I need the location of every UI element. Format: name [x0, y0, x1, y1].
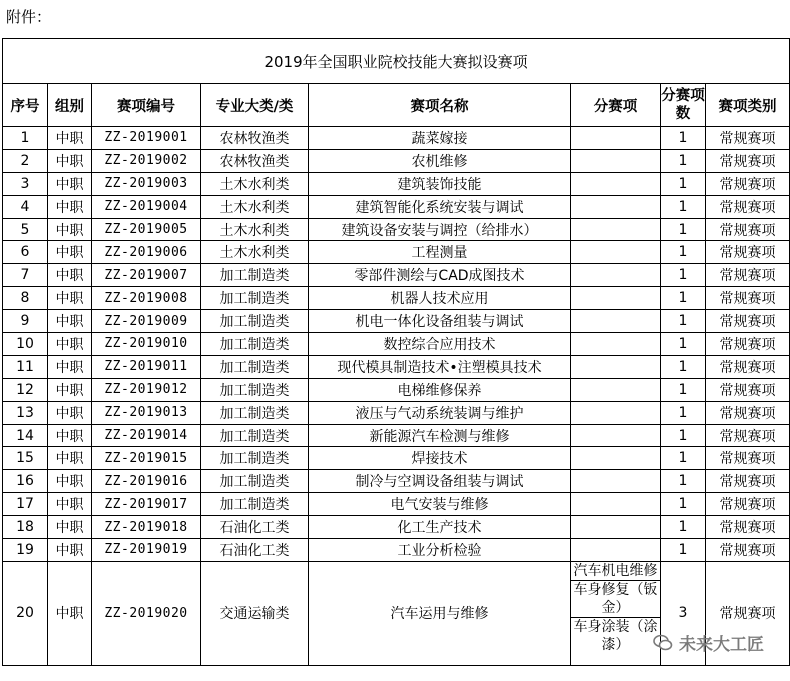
- competition-table: [2, 38, 790, 666]
- cell-category: 加工制造类: [201, 310, 309, 333]
- cell-sub: [571, 401, 661, 424]
- cell-category: 加工制造类: [201, 287, 309, 310]
- cell-name: 新能源汽车检测与维修: [309, 424, 571, 447]
- cell-name: 电梯维修保养: [309, 378, 571, 401]
- cell-count: 1: [661, 378, 706, 401]
- sub-item: 车身涂装（涂漆）: [573, 618, 658, 653]
- watermark: [653, 630, 764, 655]
- table-row: [3, 218, 790, 241]
- cell-group: 中职: [48, 516, 92, 539]
- table-row: [3, 172, 790, 195]
- cell-count: 1: [661, 287, 706, 310]
- cell-name: 机电一体化设备组装与调试: [309, 310, 571, 333]
- sub-item: 汽车机电维修: [571, 562, 660, 581]
- cell-type: 常规赛项: [706, 401, 790, 424]
- cell-name: 建筑智能化系统安装与调试: [309, 195, 571, 218]
- cell-sub: [571, 264, 661, 287]
- cell-count: 1: [661, 241, 706, 264]
- cell-code: ZZ-2019008: [92, 287, 201, 310]
- cell-no: 8: [3, 287, 48, 310]
- cell-type: 常规赛项: [706, 333, 790, 356]
- table-row: [3, 310, 790, 333]
- cell-code: ZZ-2019007: [92, 264, 201, 287]
- cell-category: 土木水利类: [201, 195, 309, 218]
- cell-type: 常规赛项: [706, 470, 790, 493]
- cell-count: 1: [661, 447, 706, 470]
- cell-code: ZZ-2019006: [92, 241, 201, 264]
- cell-no: 9: [3, 310, 48, 333]
- cell-code: ZZ-2019013: [92, 401, 201, 424]
- table-row: [3, 287, 790, 310]
- cell-sub: [571, 424, 661, 447]
- table-row: [3, 470, 790, 493]
- header-code: 赛项编号: [92, 84, 201, 127]
- cell-sub: [571, 195, 661, 218]
- cell-no: 20: [3, 561, 48, 665]
- cell-group: 中职: [48, 195, 92, 218]
- cell-name: 建筑设备安装与调控（给排水）: [309, 218, 571, 241]
- cell-count: 1: [661, 218, 706, 241]
- cell-category: 加工制造类: [201, 333, 309, 356]
- cell-group: 中职: [48, 561, 92, 665]
- cell-category: 土木水利类: [201, 218, 309, 241]
- cell-no: 16: [3, 470, 48, 493]
- cell-category: 加工制造类: [201, 470, 309, 493]
- cell-code: ZZ-2019003: [92, 172, 201, 195]
- cell-name: 制冷与空调设备组装与调试: [309, 470, 571, 493]
- cell-code: ZZ-2019010: [92, 333, 201, 356]
- cell-type: 常规赛项: [706, 493, 790, 516]
- watermark-text: 未来大工匠: [679, 635, 764, 655]
- cell-name: 液压与气动系统装调与维护: [309, 401, 571, 424]
- cell-group: 中职: [48, 172, 92, 195]
- cell-sub: [571, 172, 661, 195]
- header-row: [3, 84, 790, 127]
- table-row: [3, 493, 790, 516]
- cell-no: 13: [3, 401, 48, 424]
- cell-type: 常规赛项: [706, 287, 790, 310]
- header-count: 分赛项数: [661, 84, 706, 127]
- cell-group: 中职: [48, 264, 92, 287]
- cell-sub: [571, 333, 661, 356]
- cell-code: ZZ-2019005: [92, 218, 201, 241]
- cell-code: ZZ-2019016: [92, 470, 201, 493]
- header-group: 组别: [48, 84, 92, 127]
- cell-count: 1: [661, 493, 706, 516]
- cell-category: 加工制造类: [201, 355, 309, 378]
- table-row: [3, 401, 790, 424]
- cell-category: 交通运输类: [201, 561, 309, 665]
- cell-no: 14: [3, 424, 48, 447]
- cell-name: 焊接技术: [309, 447, 571, 470]
- cell-no: 2: [3, 149, 48, 172]
- cell-code: ZZ-2019009: [92, 310, 201, 333]
- cell-no: 18: [3, 516, 48, 539]
- wechat-icon: [653, 633, 673, 653]
- cell-name: 工业分析检验: [309, 539, 571, 562]
- cell-name: 工程测量: [309, 241, 571, 264]
- cell-group: 中职: [48, 447, 92, 470]
- cell-sub: [571, 516, 661, 539]
- cell-type: 常规赛项: [706, 355, 790, 378]
- cell-type: 常规赛项: [706, 172, 790, 195]
- cell-category: 农林牧渔类: [201, 149, 309, 172]
- cell-group: 中职: [48, 241, 92, 264]
- cell-sub: [571, 378, 661, 401]
- cell-sub-list: [571, 561, 661, 665]
- cell-code: ZZ-2019019: [92, 539, 201, 562]
- sub-item: 车身修复（钣金）: [571, 581, 660, 618]
- cell-count: 1: [661, 355, 706, 378]
- cell-group: 中职: [48, 149, 92, 172]
- cell-count: 1: [661, 516, 706, 539]
- cell-code: ZZ-2019012: [92, 378, 201, 401]
- cell-category: 土木水利类: [201, 172, 309, 195]
- cell-sub: [571, 241, 661, 264]
- cell-count: 1: [661, 172, 706, 195]
- cell-count: 1: [661, 310, 706, 333]
- cell-count: 1: [661, 127, 706, 150]
- table-row: [3, 378, 790, 401]
- table-row: [3, 241, 790, 264]
- cell-count: 1: [661, 264, 706, 287]
- cell-count: 1: [661, 470, 706, 493]
- table-row: [3, 333, 790, 356]
- cell-code: ZZ-2019015: [92, 447, 201, 470]
- cell-count: 3: [661, 561, 706, 665]
- cell-type: 常规赛项: [706, 264, 790, 287]
- cell-group: 中职: [48, 401, 92, 424]
- table-row: [3, 447, 790, 470]
- cell-count: 1: [661, 424, 706, 447]
- cell-no: 1: [3, 127, 48, 150]
- cell-count: 1: [661, 195, 706, 218]
- cell-code: ZZ-2019004: [92, 195, 201, 218]
- cell-no: 12: [3, 378, 48, 401]
- cell-no: 4: [3, 195, 48, 218]
- table-row: [3, 264, 790, 287]
- cell-code: ZZ-2019001: [92, 127, 201, 150]
- cell-sub: [571, 447, 661, 470]
- cell-count: 1: [661, 539, 706, 562]
- header-sub: 分赛项: [571, 84, 661, 127]
- cell-name: 农机维修: [309, 149, 571, 172]
- cell-no: 19: [3, 539, 48, 562]
- cell-type: 常规赛项: [706, 378, 790, 401]
- cell-type: 常规赛项: [706, 561, 790, 665]
- cell-category: 石油化工类: [201, 539, 309, 562]
- cell-group: 中职: [48, 310, 92, 333]
- table-row: [3, 149, 790, 172]
- cell-sub: [571, 470, 661, 493]
- cell-code: ZZ-2019018: [92, 516, 201, 539]
- cell-no: 5: [3, 218, 48, 241]
- cell-name: 化工生产技术: [309, 516, 571, 539]
- cell-group: 中职: [48, 539, 92, 562]
- cell-category: 石油化工类: [201, 516, 309, 539]
- cell-sub: [571, 287, 661, 310]
- table-title: 2019年全国职业院校技能大赛拟设赛项: [3, 39, 790, 84]
- cell-name: 电气安装与维修: [309, 493, 571, 516]
- cell-category: 加工制造类: [201, 447, 309, 470]
- table-row: [3, 127, 790, 150]
- cell-type: 常规赛项: [706, 516, 790, 539]
- cell-no: 3: [3, 172, 48, 195]
- cell-count: 1: [661, 401, 706, 424]
- cell-count: 1: [661, 333, 706, 356]
- cell-group: 中职: [48, 127, 92, 150]
- cell-group: 中职: [48, 333, 92, 356]
- table-row: [3, 355, 790, 378]
- cell-category: 加工制造类: [201, 424, 309, 447]
- cell-category: 加工制造类: [201, 264, 309, 287]
- cell-name: 零部件测绘与CAD成图技术: [309, 264, 571, 287]
- table-row: [3, 539, 790, 562]
- cell-type: 常规赛项: [706, 241, 790, 264]
- cell-type: 常规赛项: [706, 447, 790, 470]
- cell-name: 建筑装饰技能: [309, 172, 571, 195]
- cell-category: 土木水利类: [201, 241, 309, 264]
- table-row: [3, 516, 790, 539]
- cell-type: 常规赛项: [706, 195, 790, 218]
- cell-type: 常规赛项: [706, 218, 790, 241]
- cell-sub: [571, 493, 661, 516]
- cell-type: 常规赛项: [706, 539, 790, 562]
- cell-category: 加工制造类: [201, 378, 309, 401]
- cell-count: 1: [661, 149, 706, 172]
- header-type: 赛项类别: [706, 84, 790, 127]
- cell-sub: [571, 310, 661, 333]
- cell-code: ZZ-2019014: [92, 424, 201, 447]
- cell-sub: [571, 539, 661, 562]
- cell-no: 11: [3, 355, 48, 378]
- cell-category: 农林牧渔类: [201, 127, 309, 150]
- cell-group: 中职: [48, 287, 92, 310]
- cell-type: 常规赛项: [706, 127, 790, 150]
- cell-sub: [571, 218, 661, 241]
- cell-group: 中职: [48, 355, 92, 378]
- header-no: 序号: [3, 84, 48, 127]
- header-category: 专业大类/类: [201, 84, 309, 127]
- cell-type: 常规赛项: [706, 310, 790, 333]
- cell-category: 加工制造类: [201, 493, 309, 516]
- cell-no: 15: [3, 447, 48, 470]
- cell-no: 7: [3, 264, 48, 287]
- cell-no: 17: [3, 493, 48, 516]
- cell-name: 现代模具制造技术•注塑模具技术: [309, 355, 571, 378]
- cell-name: 汽车运用与维修: [309, 561, 571, 665]
- cell-group: 中职: [48, 218, 92, 241]
- cell-name: 机器人技术应用: [309, 287, 571, 310]
- table-row: [3, 424, 790, 447]
- cell-type: 常规赛项: [706, 424, 790, 447]
- header-name: 赛项名称: [309, 84, 571, 127]
- cell-no: 10: [3, 333, 48, 356]
- cell-sub: [571, 355, 661, 378]
- cell-group: 中职: [48, 470, 92, 493]
- cell-group: 中职: [48, 424, 92, 447]
- cell-code: ZZ-2019002: [92, 149, 201, 172]
- cell-name: 蔬菜嫁接: [309, 127, 571, 150]
- cell-no: 6: [3, 241, 48, 264]
- cell-sub: [571, 127, 661, 150]
- table-row: [3, 195, 790, 218]
- cell-group: 中职: [48, 493, 92, 516]
- cell-type: 常规赛项: [706, 149, 790, 172]
- cell-group: 中职: [48, 378, 92, 401]
- attachment-label: 附件：: [6, 8, 52, 26]
- cell-category: 加工制造类: [201, 401, 309, 424]
- cell-code: ZZ-2019011: [92, 355, 201, 378]
- cell-code: ZZ-2019020: [92, 561, 201, 665]
- cell-code: ZZ-2019017: [92, 493, 201, 516]
- cell-name: 数控综合应用技术: [309, 333, 571, 356]
- cell-sub: [571, 149, 661, 172]
